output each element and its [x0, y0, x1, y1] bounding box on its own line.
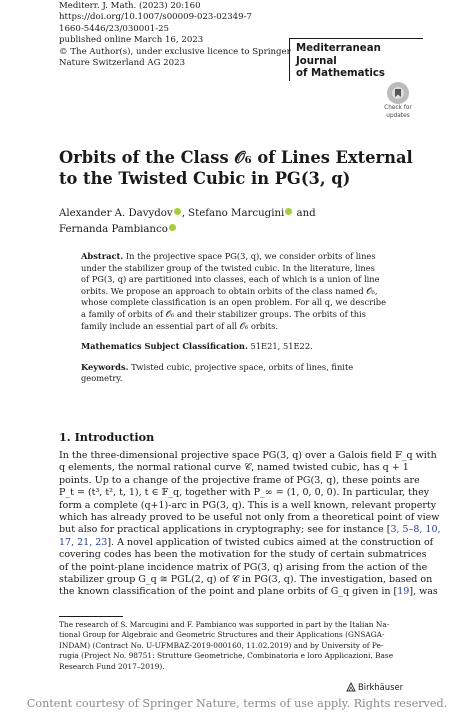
abstract-text: orbits. We propose an approach to obtain orbits of the class named 𝒪₆,	[81, 285, 378, 296]
body-line: ]. A novel application of twisted cubics aimed at the construction of	[107, 536, 434, 548]
keywords-text: Twisted cubic, projective space, orbits of lines, finite	[128, 361, 354, 372]
msc-label: Mathematics Subject Classification.	[81, 341, 248, 352]
abstract-text: whose complete classification is an open problem. For all q, we describe	[81, 297, 386, 308]
abstract-label: Abstract.	[81, 251, 124, 261]
footnote	[59, 620, 419, 672]
citation-link[interactable]: 19	[397, 586, 410, 598]
abstract-text: under the stabilizer group of the twisted cubic. In the literature, lines	[81, 262, 375, 273]
meta-line: Mediterr. J. Math. (2023) 20:160	[59, 1, 201, 11]
footnote-line: INDAM) (Contract No. U-UFMBAZ-2019-000160, 11.02.2019) and by University of Pe-	[59, 640, 384, 650]
abstract-text: In the projective space PG(3, q), we consider orbits of lines	[123, 251, 376, 261]
body-line: which has already proved to be useful not only from a theoretical point of view	[59, 512, 440, 524]
badge-label: updates	[386, 112, 410, 119]
meta-line: Nature Switzerland AG 2023	[59, 58, 186, 69]
body-line: P_t = (t³, t², t, 1), t ∈ 𝔽_q, together with P_∞ = (1, 0, 0, 0). In particular, they	[59, 487, 430, 499]
meta-line: published online March 16, 2023	[59, 35, 204, 46]
author-name: Alexander A. Davydov	[59, 208, 173, 219]
abstract-text: of PG(3, q) are partitioned into classes, each of which is a union of line	[81, 274, 380, 285]
meta-doi-link[interactable]: https://doi.org/10.1007/s00009-023-02349-7	[59, 12, 252, 23]
author-conjunction: and	[293, 208, 316, 219]
orcid-icon[interactable]	[285, 208, 292, 215]
body-line: q elements, the normal rational curve 𝒞, named twisted cubic, has q + 1	[59, 462, 409, 474]
title-line: Orbits of the Class 𝒪₆ of Lines External	[59, 148, 413, 167]
footnote-line: Research Fund 2017–2019).	[59, 661, 165, 671]
publisher-logo	[346, 682, 403, 692]
title-line: to the Twisted Cubic in PG(3, q)	[59, 169, 351, 188]
body-line: the known classification of the point and plane orbits of G_q given in [	[59, 586, 398, 598]
body-line: In the three-dimensional projective space PG(3, q) over a Galois field 𝔽_q with	[59, 450, 437, 461]
keywords-label: Keywords.	[81, 361, 129, 372]
section-heading: 1. Introduction	[59, 430, 155, 444]
body-line: points. Up to a change of the projective frame of PG(3, q), these points are	[59, 474, 420, 486]
body-line: but also for practical applications in cryptography; see for instance [	[59, 524, 391, 536]
footnote-divider	[59, 616, 123, 617]
journal-name-line: Mediterranean Journal	[296, 43, 381, 67]
body-line: covering codes has been the motivation for the study of certain submatrices	[59, 549, 427, 561]
author-list	[59, 206, 419, 237]
body-line: form a complete (q+1)-arc in PG(3, q). This is a well known, relevant property	[59, 499, 437, 511]
abstract-text: family include an essential part of all 𝒪₆ orbits.	[81, 320, 278, 331]
orcid-icon[interactable]	[174, 208, 181, 215]
keywords-text: geometry.	[81, 373, 123, 384]
publisher-name: Birkhäuser	[358, 682, 404, 692]
paper-title	[59, 147, 419, 189]
courtesy-watermark: Content courtesy of Springer Nature, terms of use apply. Rights reserved.	[26, 697, 448, 710]
msc-value: 51E21, 51E22.	[247, 341, 313, 352]
body-text	[59, 450, 441, 599]
journal-name-line: of Mathematics	[296, 68, 385, 80]
abstract	[81, 251, 421, 385]
footnote-line: tional Group for Algebraic and Geometric Structures and their Applications (GNSAGA-	[59, 630, 385, 640]
citation-link[interactable]: 3, 5–8, 10,	[390, 524, 441, 536]
check-for-updates-button[interactable]	[381, 82, 415, 119]
journal-name	[289, 38, 423, 81]
orcid-icon[interactable]	[169, 224, 176, 231]
meta-line: 1660-5446/23/030001-25	[59, 23, 170, 34]
citation-link[interactable]: 17, 21, 23	[59, 536, 108, 548]
body-line: stabilizer group G_q ≅ PGL(2, q) of 𝒞 in PG(3, q). The investigation, based on	[59, 574, 433, 586]
meta-line: © The Author(s), under exclusive licence to Springer	[59, 46, 291, 57]
author-name: Fernanda Pambianco	[59, 223, 168, 235]
abstract-text: a family of orbits of 𝒪₆ and their stabilizer groups. The orbits of this	[81, 308, 366, 319]
birkhauser-icon	[346, 682, 356, 692]
bookmark-icon	[387, 82, 409, 104]
body-line: ], was	[409, 586, 438, 598]
footnote-line: rugia (Project No. 98751: Strutture Geometriche, Combinatoria e loro Applicazioni, Base	[59, 651, 394, 661]
body-line: of the point-plane incidence matrix of PG(3, q) arising from the action of the	[59, 561, 428, 573]
badge-label: Check for	[384, 105, 412, 111]
article-meta	[59, 1, 289, 69]
author-name: , Stefano Marcugini	[181, 208, 285, 219]
footnote-line: The research of S. Marcugini and F. Pambianco was supported in part by the Italian Na-	[59, 620, 390, 629]
